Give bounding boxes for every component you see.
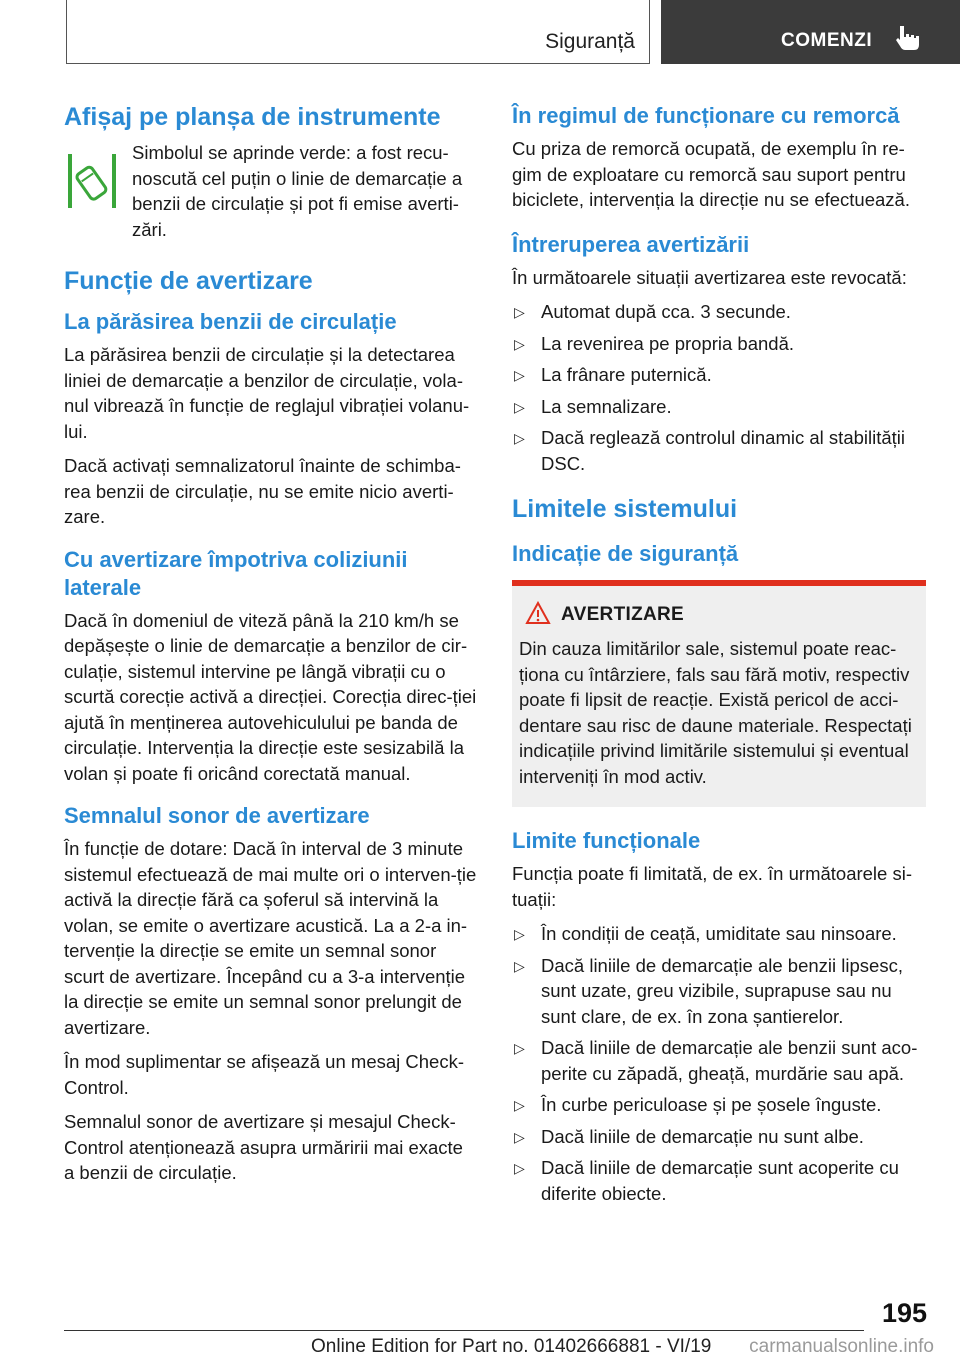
header-tab-label: COMENZI [781, 30, 873, 51]
heading-collision: Cu avertizare împotriva coliziunii laterale [64, 546, 408, 600]
bullet-triangle-icon: ▷ [514, 957, 525, 974]
bullet-triangle-icon: ▷ [514, 335, 525, 352]
function-limits-list [512, 921, 926, 1206]
list-item: ▷ Automat după cca. 3 secunde. [512, 299, 926, 325]
left-column [64, 102, 478, 1195]
heading-limits: Limitele sistemului [512, 495, 738, 523]
warning-triangle-icon [525, 601, 551, 631]
heading-warning-function: Funcție de avertizare [64, 267, 313, 295]
heading-interrupt: Întreruperea avertizării [512, 231, 750, 257]
interrupt-list [512, 299, 926, 476]
sound-paragraph-1: În funcție de dotare: Dacă în interval de 3 minute sistemul efectuează de mai multe ori o interven-ție activă la direcție fără ca șoferul să intervină la volan, se emite o avertizare acustică. La a 2-a in-tervenție la direcție se emite un semnal sonor scurt de avertizare. Începând cu a 3-a intervenție la direcție se emite un semnal sonor prelungit de avertizare. [64, 838, 477, 1038]
footer-edition: Online Edition for Part no. 01402666881 - VI/19 [311, 1336, 712, 1357]
interrupt-paragraph: În următoarele situații avertizarea este revocată: [512, 266, 907, 288]
leaving-paragraph-1: La părăsirea benzii de circulație și la detectarea liniei de demarcație a benzilor de circulație, vola-nul vibrează în funcție de reglajul vibrației volanu-lui. [64, 344, 470, 442]
bullet-triangle-icon: ▷ [514, 304, 525, 320]
list-item: ▷ Dacă liniile de demarcație ale benzii lipsesc, sunt uzate, greu vizibile, suprapuse sau nu sunt clare, de ex. în zona șantierelor. [514, 954, 903, 1027]
bullet-triangle-icon: ▷ [514, 1040, 525, 1056]
right-column [512, 102, 926, 1212]
footer-divider [64, 1330, 864, 1331]
bullet-triangle-icon: ▷ [514, 1160, 525, 1176]
list-item: ▷ Dacă liniile de demarcație ale benzii sunt aco-perite cu zăpadă, gheață, murdărie sau apă. [514, 1037, 918, 1084]
pointing-hand-icon [894, 24, 922, 57]
bullet-triangle-icon: ▷ [514, 1097, 525, 1113]
header-tab[interactable] [661, 0, 960, 64]
list-item: ▷ La semnalizare. [512, 394, 926, 420]
bullet-triangle-icon: ▷ [514, 1128, 525, 1145]
list-item: ▷ În condiții de ceață, umiditate sau ninsoare. [512, 921, 926, 947]
header-section-title: Siguranță [545, 30, 635, 53]
list-item: ▷ La frânare puternică. [512, 362, 926, 388]
heading-trailer: În regimul de funcționare cu remorcă [512, 103, 900, 128]
heading-safety: Indicație de siguranță [512, 541, 739, 566]
footer-watermark: carmanualsonline.info [749, 1336, 934, 1357]
bullet-triangle-icon: ▷ [514, 430, 525, 446]
leaving-paragraph-2: Dacă activați semnalizatorul înainte de schimba-rea benzii de circulație, nu se emite nicio averti-zare. [64, 455, 461, 527]
trailer-paragraph: Cu priza de remorcă ocupată, de exemplu în re-gim de exploatare cu remorcă sau suport pentru biciclete, intervenția la direcție nu se efectuează. [512, 138, 910, 210]
function-limits-paragraph: Funcția poate fi limitată, de ex. în următoarele si-tuații: [512, 863, 912, 910]
list-item: ▷ În curbe periculoase și pe șosele înguste. [512, 1092, 926, 1118]
heading-function-limits: Limite funcționale [512, 828, 701, 853]
heading-sound-warning: Semnalul sonor de avertizare [64, 803, 370, 828]
list-item: ▷ Dacă liniile de demarcație sunt acoperite cu diferite obiecte. [514, 1157, 899, 1204]
heading-leaving-lane: La părăsirea benzii de circulație [64, 309, 397, 334]
bullet-triangle-icon: ▷ [514, 367, 525, 383]
display-text: Simbolul se aprinde verde: a fost recu-noscută cel puțin o linie de demarcație a benzii de circulație și pot fi emise averti-zări. [132, 142, 463, 240]
header-section-box [66, 0, 650, 64]
collision-paragraph: Dacă în domeniul de viteză până la 210 km/h se depășește o linie de demarcație a benzilor de cir-culație, sistemul intervine pe lângă vibrații cu o scurtă corecție activă a direcției. Corecția direc-ției ajută în menținerea autovehiculului pe banda de circulație. Intervenția la direcție este sesizabilă la volan și poate fi oricând corectată manual. [64, 609, 477, 784]
list-item: ▷ Dacă reglează controlul dinamic al stabilității DSC. [514, 427, 906, 474]
display-symbol-block [64, 140, 478, 242]
list-item: ▷ La revenirea pe propria bandă. [512, 331, 926, 357]
list-item: ▷ Dacă liniile de demarcație nu sunt albe. [512, 1124, 926, 1150]
bullet-triangle-icon: ▷ [514, 926, 525, 942]
warning-box [512, 580, 926, 807]
lane-departure-icon [64, 148, 120, 228]
warning-title: AVERTIZARE [561, 604, 919, 626]
warning-text: Din cauza limitărilor sale, sistemul poate reac-ționa cu întârziere, fals sau fără motiv, respectiv poate fi lipsit de reacție. Există pericol de acci-dentare sau risc de daune materiale. Respectați indicațiile privind limitările sistemului și eventual interveniți în mod activ. [519, 638, 912, 787]
sound-paragraph-3: Semnalul sonor de avertizare și mesajul Check-Control atenționează asupra urmăririi mai exacte a benzii de circulație. [64, 1111, 463, 1183]
heading-display: Afișaj pe planșa de instrumente [64, 103, 441, 131]
sound-paragraph-2: În mod suplimentar se afișează un mesaj Check-Control. [64, 1051, 464, 1098]
page-number: 195 [881, 1298, 927, 1328]
bullet-triangle-icon: ▷ [514, 398, 525, 415]
